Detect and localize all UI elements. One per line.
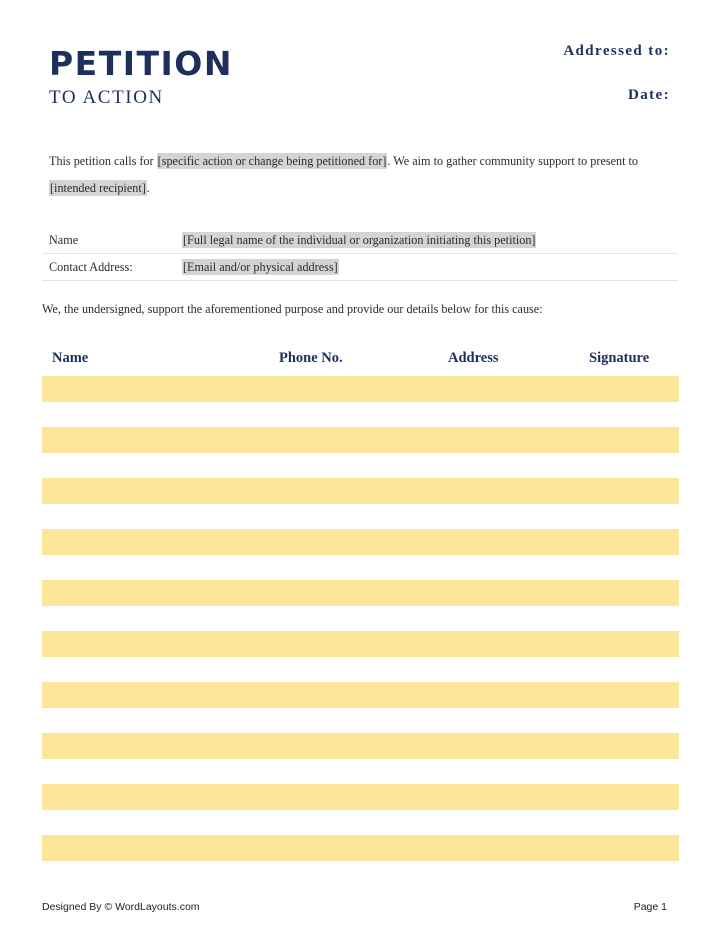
signature-row[interactable] [42, 504, 679, 530]
signature-row[interactable] [42, 835, 679, 861]
signature-row[interactable] [42, 580, 679, 606]
signature-row[interactable] [42, 759, 679, 785]
signature-row[interactable] [42, 529, 679, 555]
info-row-contact [42, 254, 678, 281]
signature-row[interactable] [42, 453, 679, 479]
info-row-name [42, 227, 678, 254]
signature-row[interactable] [42, 810, 679, 836]
signature-row[interactable] [42, 708, 679, 734]
intro-text-1: This petition calls for [49, 154, 157, 168]
document-subtitle: TO ACTION [49, 87, 164, 108]
signature-row[interactable] [42, 631, 679, 657]
column-header-phone: Phone No. [279, 350, 343, 366]
signature-row[interactable] [42, 606, 679, 632]
signature-row[interactable] [42, 733, 679, 759]
info-value-contact[interactable]: [Email and/or physical address] [183, 259, 338, 274]
addressed-to-label: Addressed to: [563, 43, 670, 59]
signature-row[interactable] [42, 682, 679, 708]
placeholder-recipient[interactable]: [intended recipient] [50, 181, 146, 195]
signature-row[interactable] [42, 478, 679, 504]
column-header-signature: Signature [589, 350, 650, 366]
signature-row[interactable] [42, 402, 679, 428]
date-label: Date: [628, 87, 670, 103]
signature-table-header [42, 346, 679, 376]
initiator-info [42, 227, 678, 281]
document-title: PETITION [49, 44, 233, 83]
signature-rows [42, 376, 679, 861]
info-label-contact: Contact Address: [49, 259, 133, 274]
column-header-address: Address [448, 350, 499, 366]
intro-paragraph [49, 148, 679, 202]
signature-row[interactable] [42, 427, 679, 453]
intro-text-2: . We aim to gather community support to present to [387, 154, 639, 168]
placeholder-action[interactable]: [specific action or change being petitioned for] [157, 154, 387, 168]
column-header-name: Name [52, 350, 89, 366]
signature-row[interactable] [42, 657, 679, 683]
info-label-name: Name [49, 232, 79, 247]
signature-row[interactable] [42, 555, 679, 581]
pledge-statement: We, the undersigned, support the aforementioned purpose and provide our details below for this cause: [42, 302, 543, 316]
info-value-name[interactable]: [Full legal name of the individual or organization initiating this petition] [183, 232, 536, 247]
signature-table [42, 346, 679, 861]
signature-row[interactable] [42, 376, 679, 402]
page-number: Page 1 [633, 901, 667, 913]
footer-credit: Designed By © WordLayouts.com [42, 901, 200, 913]
intro-text-3: . [146, 181, 150, 195]
signature-row[interactable] [42, 784, 679, 810]
